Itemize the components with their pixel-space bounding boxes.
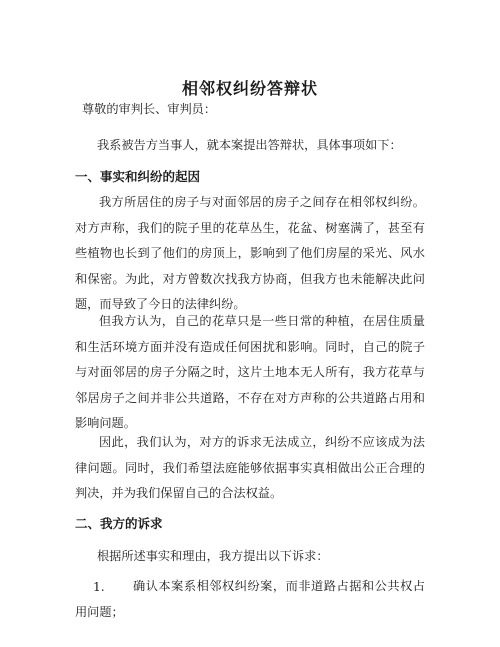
intro-line: 我系被告方当事人，就本案提出答辩状，具体事项如下：	[97, 138, 402, 152]
salutation: 尊敬的审判长、审判员：	[82, 102, 217, 116]
facts-paragraph-3: 因此，我们认为，对方的诉求无法成立，纠纷不应该成为法律问题。同时，我们希望法庭能够依据事实真相做出公正合理的判决，并为我们保留自己的合法权益。	[75, 435, 425, 500]
claim-text: 确认本案系相邻权纠纷案，而非道路占据和公共权占用问题；	[75, 579, 425, 619]
section-heading-claims: 二、我方的诉求	[75, 516, 163, 531]
document-title: 相邻权纠纷答辩状	[181, 79, 318, 98]
section-heading-facts: 一、事实和纠纷的起因	[75, 169, 201, 184]
claims-intro: 根据所述事实和理由，我方提出以下诉求：	[97, 549, 329, 563]
facts-paragraph-1: 我方所居住的房子与对面邻居的房子之间存在相邻权纠纷。对方声称，我们的院子里的花草丛生，花盆、树塞满了，甚至有些植物也长到了他们的房顶上，影响到了他们房屋的采光、风水和保密。为此，对方曾数次找我方协商，但我方也未能解决此问题，而导致了今日的法律纠纷。	[75, 195, 425, 311]
claim-number: 1.	[93, 580, 105, 594]
facts-paragraph-2: 但我方认为，自己的花草只是一些日常的种植，在居住质量和生活环境方面并没有造成任何困扰和影响。同时，自己的院子与对面邻居的房子分隔之时，这片土地本无人所有，我方花草与邻居房子之间并非公共道路，不存在对方声称的公共道路占用和影响问题。	[75, 314, 425, 430]
